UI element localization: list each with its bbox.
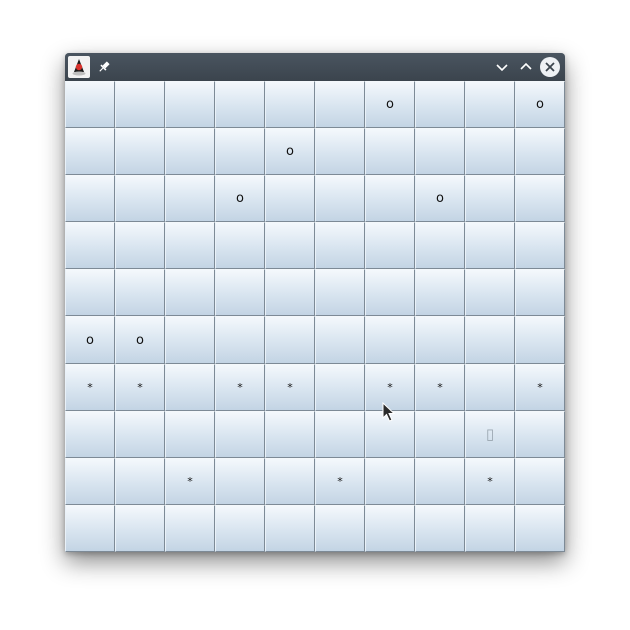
board-cell-r2-c9[interactable] [515, 175, 565, 222]
board-cell-r6-c3[interactable]: * [215, 364, 265, 411]
board-cell-r5-c7[interactable] [415, 316, 465, 363]
board-cell-r4-c7[interactable] [415, 269, 465, 316]
board-cell-r9-c0[interactable] [65, 505, 115, 552]
board-cell-r9-c2[interactable] [165, 505, 215, 552]
board-cell-r1-c7[interactable] [415, 128, 465, 175]
board-cell-r2-c7[interactable]: o [415, 175, 465, 222]
board-cell-r5-c5[interactable] [315, 316, 365, 363]
board-cell-r4-c6[interactable] [365, 269, 415, 316]
board-cell-r6-c8[interactable] [465, 364, 515, 411]
board-cell-r7-c1[interactable] [115, 411, 165, 458]
board-cell-r4-c9[interactable] [515, 269, 565, 316]
board-cell-r4-c5[interactable] [315, 269, 365, 316]
board-cell-r2-c5[interactable] [315, 175, 365, 222]
board-cell-r4-c4[interactable] [265, 269, 315, 316]
board-cell-r5-c0[interactable]: o [65, 316, 115, 363]
board-cell-r8-c5[interactable]: * [315, 458, 365, 505]
board-cell-r7-c7[interactable] [415, 411, 465, 458]
board-cell-r9-c4[interactable] [265, 505, 315, 552]
board-cell-r4-c0[interactable] [65, 269, 115, 316]
board-cell-r6-c2[interactable] [165, 364, 215, 411]
board-cell-r3-c0[interactable] [65, 222, 115, 269]
pin-icon[interactable] [94, 57, 114, 77]
board-cell-r9-c8[interactable] [465, 505, 515, 552]
board-cell-r3-c8[interactable] [465, 222, 515, 269]
board-cell-r8-c0[interactable] [65, 458, 115, 505]
chevron-down-icon [495, 60, 509, 74]
java-duke-icon[interactable] [68, 56, 90, 78]
board-cell-r1-c3[interactable] [215, 128, 265, 175]
board-cell-r3-c6[interactable] [365, 222, 415, 269]
board-cell-r0-c0[interactable] [65, 81, 115, 128]
title-bar[interactable] [65, 53, 565, 81]
board-cell-r2-c4[interactable] [265, 175, 315, 222]
game-board [65, 81, 565, 552]
board-cell-r6-c7[interactable]: * [415, 364, 465, 411]
board-cell-r2-c3[interactable]: o [215, 175, 265, 222]
board-cell-r7-c5[interactable] [315, 411, 365, 458]
app-window [65, 53, 565, 552]
board-cell-r8-c6[interactable] [365, 458, 415, 505]
board-cell-r0-c1[interactable] [115, 81, 165, 128]
board-cell-r8-c7[interactable] [415, 458, 465, 505]
board-cell-r6-c0[interactable]: * [65, 364, 115, 411]
board-cell-r6-c6[interactable]: * [365, 364, 415, 411]
board-cell-r5-c4[interactable] [265, 316, 315, 363]
board-cell-r2-c2[interactable] [165, 175, 215, 222]
board-cell-r0-c7[interactable] [415, 81, 465, 128]
board-cell-r0-c8[interactable] [465, 81, 515, 128]
board-cell-r3-c4[interactable] [265, 222, 315, 269]
board-cell-r9-c7[interactable] [415, 505, 465, 552]
board-cell-r5-c3[interactable] [215, 316, 265, 363]
board-cell-r4-c1[interactable] [115, 269, 165, 316]
board-cell-r7-c4[interactable] [265, 411, 315, 458]
board-cell-r5-c6[interactable] [365, 316, 415, 363]
board-cell-r5-c9[interactable] [515, 316, 565, 363]
board-cell-r1-c5[interactable] [315, 128, 365, 175]
board-cell-r0-c5[interactable] [315, 81, 365, 128]
board-cell-r1-c2[interactable] [165, 128, 215, 175]
board-cell-r1-c0[interactable] [65, 128, 115, 175]
board-cell-r7-c9[interactable] [515, 411, 565, 458]
board-cell-r7-c8[interactable]: ▯ [465, 411, 515, 458]
board-cell-r6-c1[interactable]: * [115, 364, 165, 411]
board-cell-r4-c8[interactable] [465, 269, 515, 316]
board-cell-r2-c6[interactable] [365, 175, 415, 222]
board-cell-r3-c2[interactable] [165, 222, 215, 269]
board-cell-r0-c4[interactable] [265, 81, 315, 128]
close-icon [544, 61, 556, 73]
board-cell-r1-c4[interactable]: o [265, 128, 315, 175]
board-cell-r0-c3[interactable] [215, 81, 265, 128]
board-cell-r8-c3[interactable] [215, 458, 265, 505]
board-cell-r2-c8[interactable] [465, 175, 515, 222]
close-button[interactable] [540, 57, 560, 77]
board-cell-r7-c0[interactable] [65, 411, 115, 458]
board-cell-r2-c1[interactable] [115, 175, 165, 222]
board-cell-r5-c2[interactable] [165, 316, 215, 363]
board-cell-r3-c9[interactable] [515, 222, 565, 269]
board-cell-r1-c1[interactable] [115, 128, 165, 175]
board-cell-r5-c8[interactable] [465, 316, 515, 363]
board-cell-r5-c1[interactable]: o [115, 316, 165, 363]
board-cell-r3-c1[interactable] [115, 222, 165, 269]
board-cell-r9-c6[interactable] [365, 505, 415, 552]
board-cell-r2-c0[interactable] [65, 175, 115, 222]
board-cell-r4-c2[interactable] [165, 269, 215, 316]
board-cell-r9-c5[interactable] [315, 505, 365, 552]
board-cell-r7-c6[interactable] [365, 411, 415, 458]
board-cell-r6-c9[interactable]: * [515, 364, 565, 411]
board-cell-r6-c4[interactable]: * [265, 364, 315, 411]
maximize-button[interactable] [516, 57, 536, 77]
board-cell-r0-c2[interactable] [165, 81, 215, 128]
board-cell-r4-c3[interactable] [215, 269, 265, 316]
board-cell-r3-c7[interactable] [415, 222, 465, 269]
board-cell-r3-c5[interactable] [315, 222, 365, 269]
board-cell-r7-c3[interactable] [215, 411, 265, 458]
board-cell-r1-c6[interactable] [365, 128, 415, 175]
board-cell-r3-c3[interactable] [215, 222, 265, 269]
board-cell-r7-c2[interactable] [165, 411, 215, 458]
board-cell-r6-c5[interactable] [315, 364, 365, 411]
board-cell-r8-c4[interactable] [265, 458, 315, 505]
board-cell-r8-c8[interactable]: * [465, 458, 515, 505]
chevron-up-icon [519, 60, 533, 74]
board-cell-r0-c9[interactable]: o [515, 81, 565, 128]
board-cell-r9-c1[interactable] [115, 505, 165, 552]
board-cell-r0-c6[interactable]: o [365, 81, 415, 128]
board-cell-r1-c9[interactable] [515, 128, 565, 175]
board-cell-r9-c3[interactable] [215, 505, 265, 552]
board-cell-r9-c9[interactable] [515, 505, 565, 552]
minimize-button[interactable] [492, 57, 512, 77]
board-cell-r1-c8[interactable] [465, 128, 515, 175]
board-cell-r8-c1[interactable] [115, 458, 165, 505]
board-cell-r8-c9[interactable] [515, 458, 565, 505]
board-cell-r8-c2[interactable]: * [165, 458, 215, 505]
